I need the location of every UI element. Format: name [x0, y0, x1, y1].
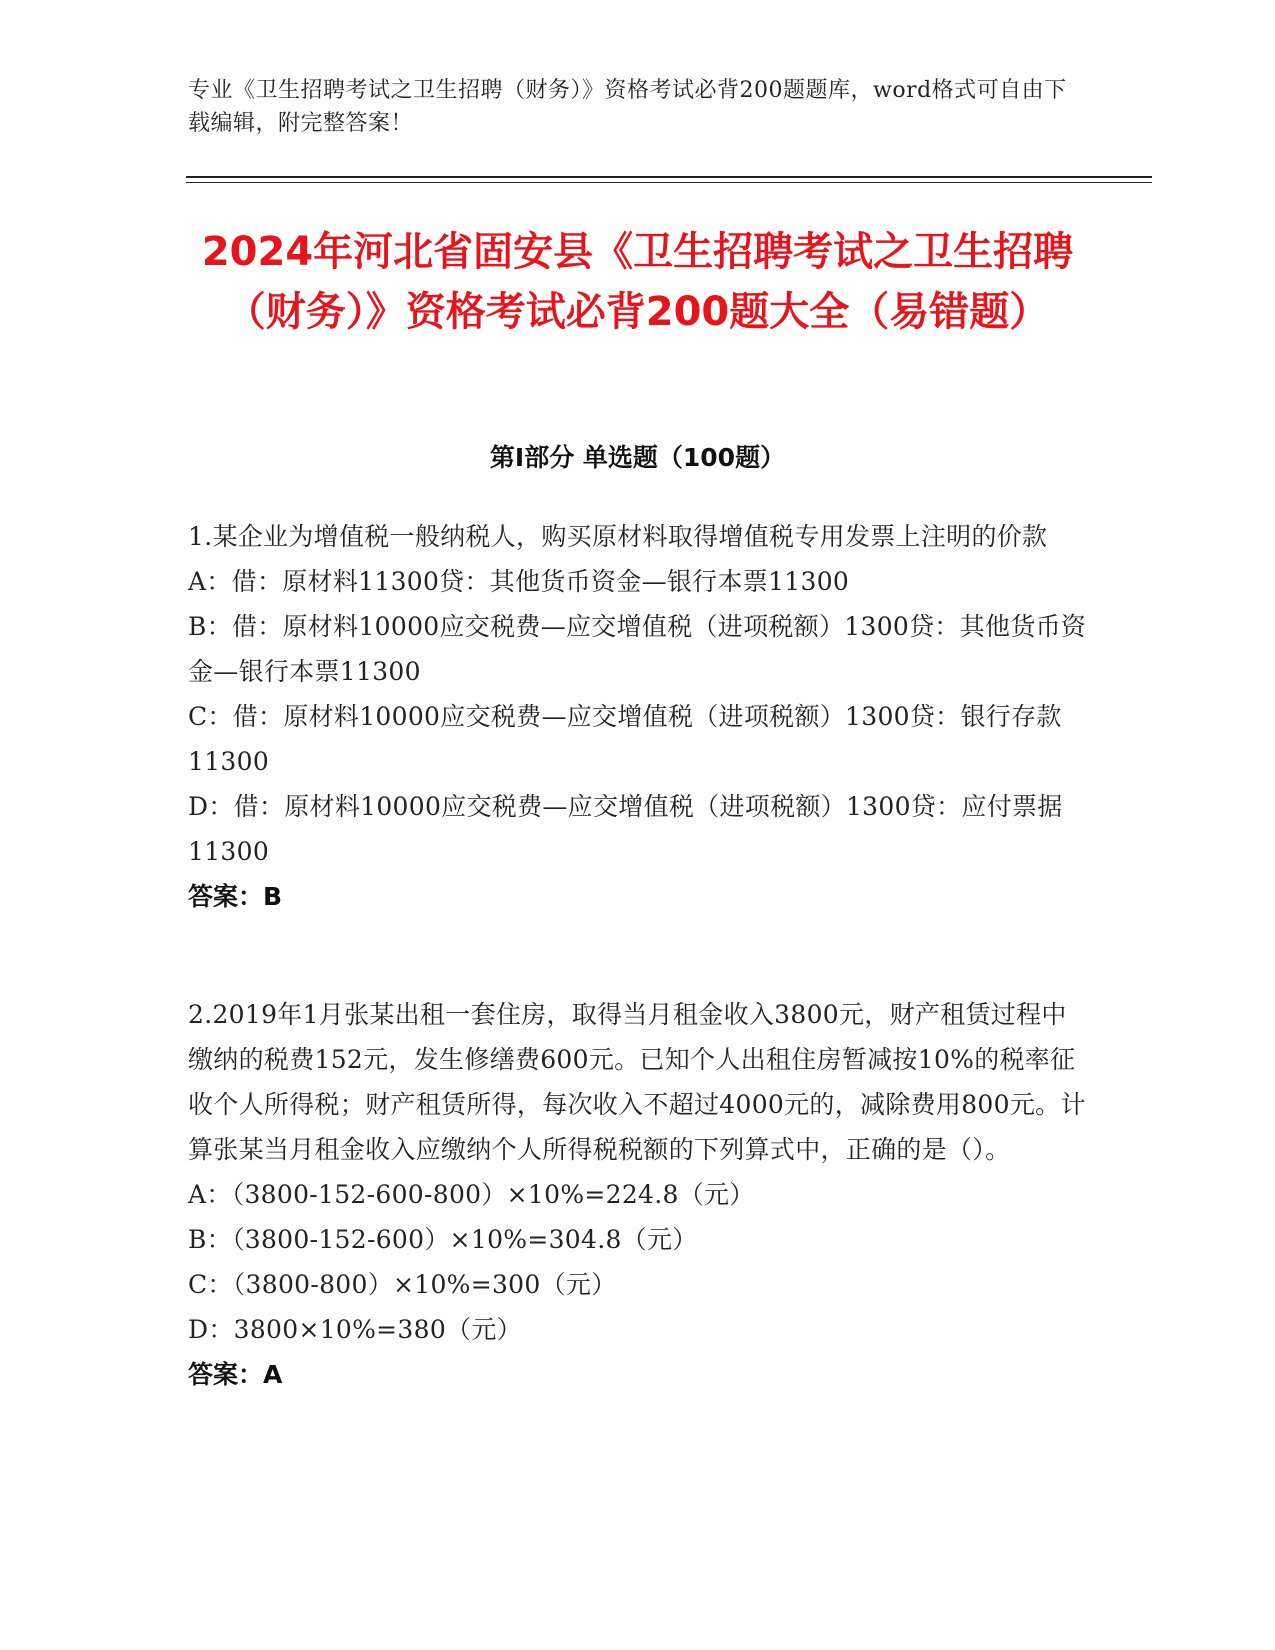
- option-b: B：借：原材料10000应交税费—应交增值税（进项税额）1300贷：其他货币资金—银行本票11300: [188, 612, 1087, 686]
- option-c: C：借：原材料10000应交税费—应交增值税（进项税额）1300贷：银行存款11300: [188, 702, 1062, 776]
- header-divider-thin: [186, 182, 1152, 183]
- question-1: [188, 514, 1088, 919]
- option-c: C：（3800-800）×10%=300（元）: [188, 1270, 617, 1299]
- section-heading: 第I部分 单选题（100题）: [489, 443, 786, 472]
- answer-line: 答案：B: [188, 882, 283, 911]
- document-title: 2024年河北省固安县《卫生招聘考试之卫生招聘（财务）》资格考试必背200题大全（易错题）: [201, 229, 1074, 335]
- answer-line: 答案：A: [188, 1360, 283, 1389]
- question-stem: 1.某企业为增值税一般纳税人，购买原材料取得增值税专用发票上注明的价款: [188, 522, 1048, 551]
- header-divider-thick: [186, 176, 1152, 178]
- question-stem: 2.2019年1月张某出租一套住房，取得当月租金收入3800元，财产租赁过程中缴纳的税费152元，发生修缮费600元。已知个人出租住房暂减按10%的税率征收个人所得税；财产租赁所得，每次收入不超过4000元的，减除费用800元。计算张某当月租金收入应缴纳个人所得税税额的下列算式中，正确的是（）。: [188, 1000, 1086, 1164]
- option-b: B：（3800-152-600）×10%=304.8（元）: [188, 1225, 698, 1254]
- option-d: D：3800×10%=380（元）: [188, 1315, 522, 1344]
- option-d: D：借：原材料10000应交税费—应交增值税（进项税额）1300贷：应付票据11300: [188, 792, 1063, 866]
- header-note: 专业《卫生招聘考试之卫生招聘（财务）》资格考试必背200题题库，word格式可自由下载编辑，附完整答案！: [188, 78, 1067, 136]
- option-a: A：（3800-152-600-800）×10%=224.8（元）: [188, 1180, 755, 1209]
- question-2: [188, 992, 1088, 1397]
- option-a: A：借：原材料11300贷：其他货币资金—银行本票11300: [188, 567, 850, 596]
